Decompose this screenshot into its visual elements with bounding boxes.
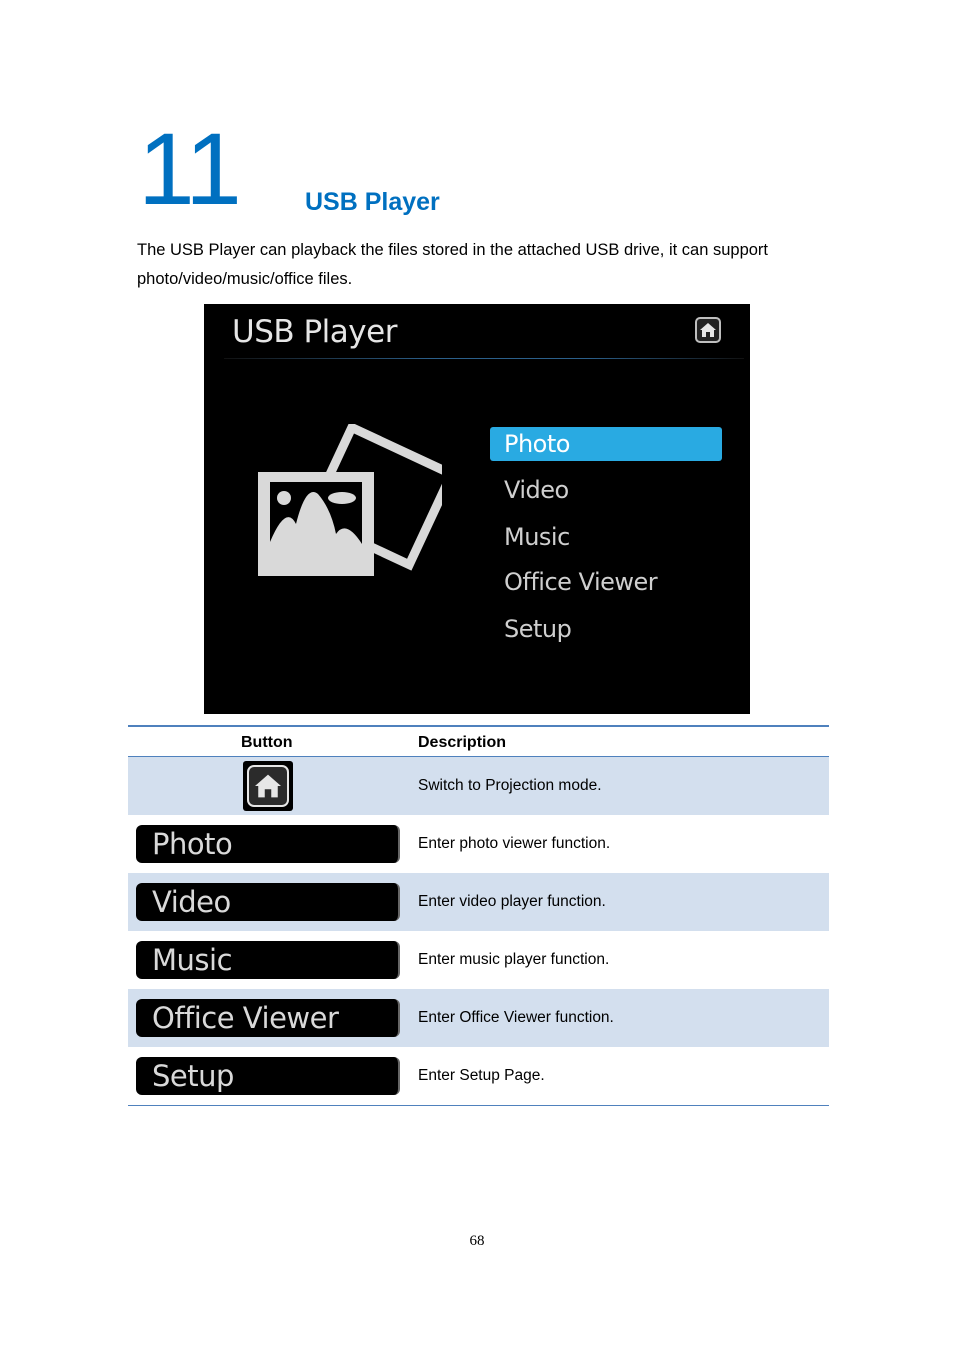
row-description: Enter video player function.	[418, 893, 606, 910]
row-description: Enter music player function.	[418, 951, 610, 968]
row-description: Enter Office Viewer function.	[418, 1009, 614, 1026]
table-row	[128, 1047, 829, 1105]
menu-item-setup[interactable]: Setup	[504, 615, 572, 643]
video-button-image	[136, 883, 400, 921]
home-icon	[243, 761, 293, 811]
button-description-table	[128, 725, 829, 1106]
office-viewer-button-image	[136, 999, 400, 1037]
header-button: Button	[241, 734, 293, 751]
table-bottom-rule	[128, 1105, 829, 1106]
table-row	[128, 815, 829, 873]
chapter-title: USB Player	[305, 188, 440, 216]
menu-item-office-viewer[interactable]: Office Viewer	[504, 568, 658, 596]
menu-item-photo[interactable]: Photo	[490, 427, 722, 461]
header-description: Description	[418, 734, 507, 751]
button-label: Setup	[152, 1059, 234, 1093]
page-number: 68	[469, 1233, 485, 1249]
photo-button-image	[136, 825, 400, 863]
usb-player-screenshot	[204, 304, 750, 714]
row-description: Switch to Projection mode.	[418, 777, 602, 794]
menu-item-music[interactable]: Music	[504, 523, 570, 551]
button-label: Photo	[152, 827, 233, 861]
table-row	[128, 757, 829, 815]
button-label: Music	[152, 943, 233, 977]
button-label: Video	[152, 885, 231, 919]
intro-paragraph: The USB Player can playback the files stored in the attached USB drive, it can support photo/video/music/office files.	[137, 241, 768, 288]
menu-item-video[interactable]: Video	[504, 476, 569, 504]
screen-title: USB Player	[232, 314, 397, 350]
table-row	[128, 873, 829, 931]
button-label: Office Viewer	[152, 1001, 339, 1035]
chapter-number: 11	[138, 112, 240, 226]
table-header	[128, 727, 829, 757]
table-row	[128, 931, 829, 989]
table-row	[128, 989, 829, 1047]
row-description: Enter photo viewer function.	[418, 835, 611, 852]
row-description: Enter Setup Page.	[418, 1067, 545, 1084]
music-button-image	[136, 941, 400, 979]
photo-icon	[256, 424, 442, 584]
screen-divider	[224, 358, 744, 359]
setup-button-image	[136, 1057, 400, 1095]
home-icon[interactable]	[695, 317, 721, 343]
